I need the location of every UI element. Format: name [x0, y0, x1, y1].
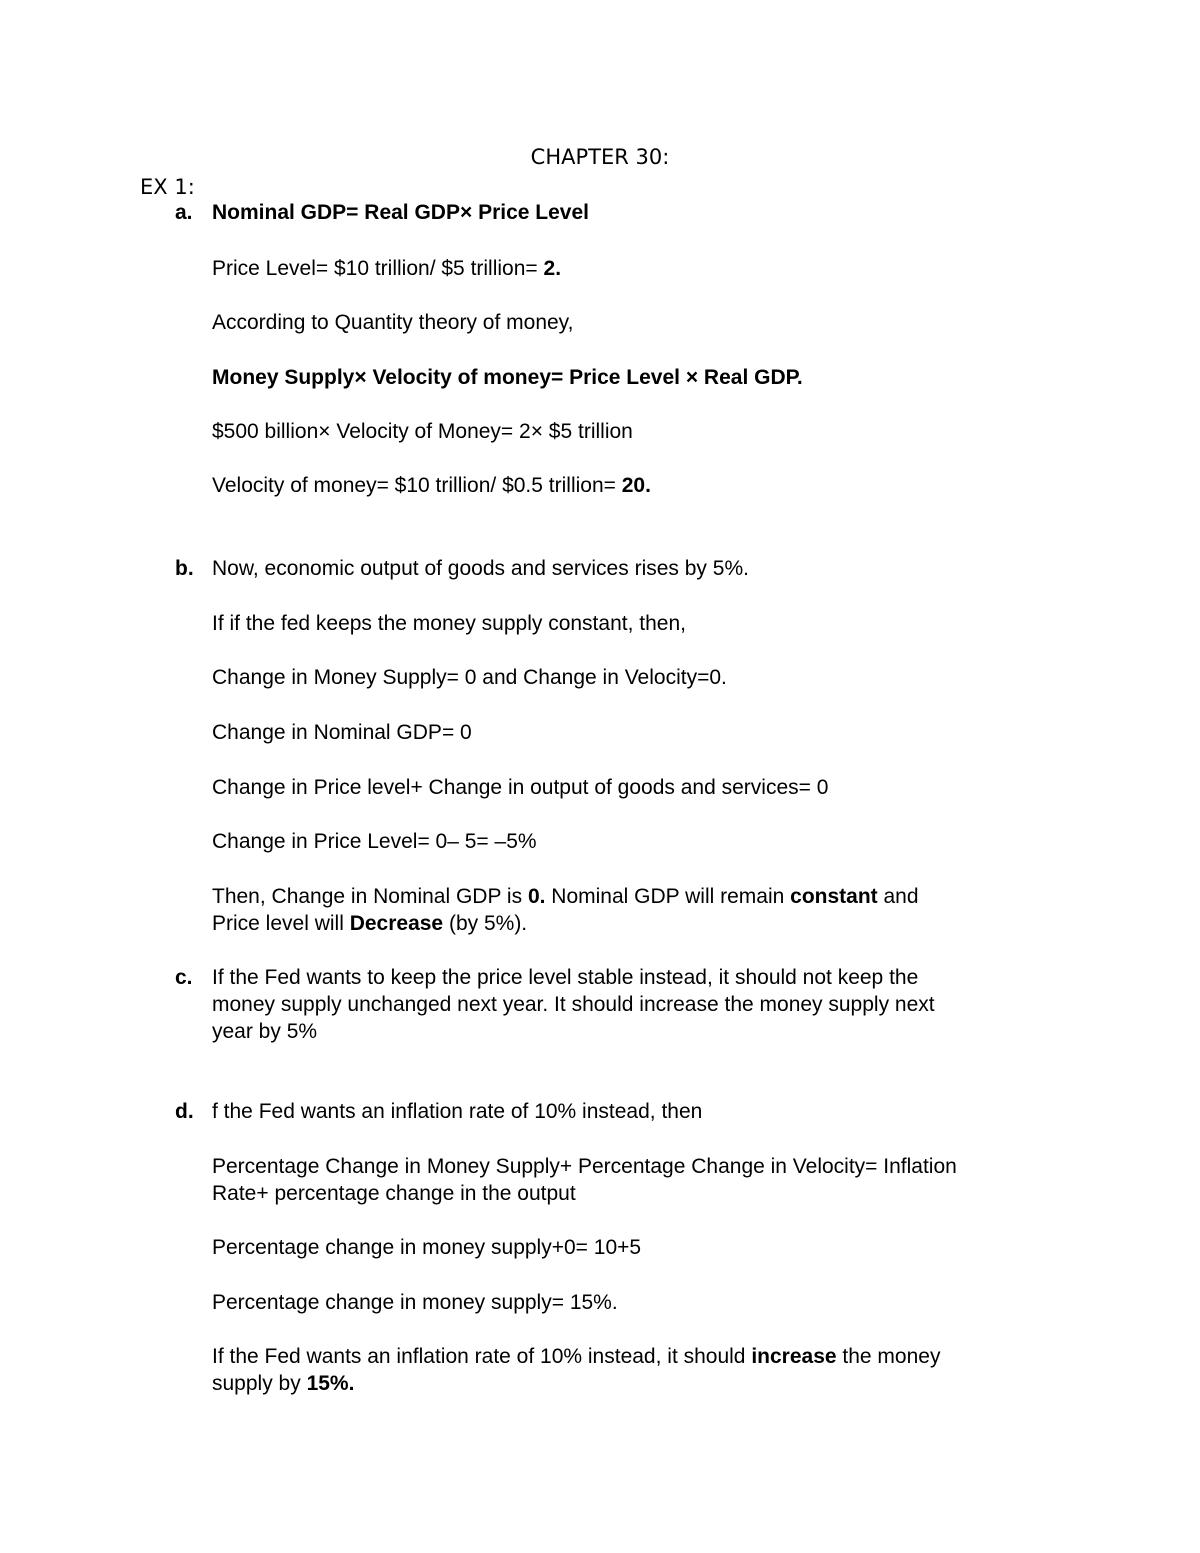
section-b-conclusion-line-2	[212, 910, 1062, 937]
price-level-line	[212, 255, 1062, 282]
velocity-text: Velocity of money= $10 trillion/ $0.5 trillion=	[212, 474, 622, 497]
section-d-final-line-1	[212, 1343, 1062, 1370]
conclusion-text-2: Nominal GDP will remain	[545, 885, 791, 908]
section-b-line-2: If if the fed keeps the money supply constant, then,	[212, 612, 686, 635]
section-a-marker: a.	[175, 201, 193, 224]
section-a-heading: Nominal GDP= Real GDP× Price Level	[212, 201, 589, 224]
price-level-value: 2.	[543, 257, 562, 280]
equation-line: Money Supply× Velocity of money= Price Level × Real GDP.	[212, 366, 803, 389]
section-c-line-2: money supply unchanged next year. It should increase the money supply next	[212, 993, 935, 1016]
final-bold-15-percent: 15%.	[306, 1372, 355, 1395]
section-b-line-4: Change in Nominal GDP= 0	[212, 721, 472, 744]
conclusion-bold-constant: constant	[790, 885, 878, 908]
exercise-label: EX 1:	[140, 175, 195, 199]
section-d-line-1: f the Fed wants an inflation rate of 10% instead, then	[212, 1100, 703, 1123]
section-d-line-4: Percentage change in money supply+0= 10+5	[212, 1236, 642, 1259]
section-c-marker: c.	[175, 966, 193, 989]
section-b-line-6: Change in Price Level= 0– 5= –5%	[212, 830, 537, 853]
conclusion-text-5: (by 5%).	[443, 912, 528, 935]
section-c-line-3: year by 5%	[212, 1020, 318, 1043]
section-b-line-5: Change in Price level+ Change in output of goods and services= 0	[212, 776, 829, 799]
section-d-line-3: Rate+ percentage change in the output	[212, 1182, 576, 1205]
conclusion-text-4: Price level will	[212, 912, 350, 935]
velocity-line	[212, 472, 1062, 499]
conclusion-bold-decrease: Decrease	[349, 912, 444, 935]
section-d-line-5: Percentage change in money supply= 15%.	[212, 1291, 618, 1314]
section-c-line-1: If the Fed wants to keep the price level stable instead, it should not keep the	[212, 966, 919, 989]
section-b-conclusion-line-1	[212, 883, 1062, 910]
section-b-marker: b.	[175, 557, 194, 580]
final-bold-increase: increase	[751, 1345, 837, 1368]
velocity-value: 20.	[621, 474, 651, 497]
section-d-line-2: Percentage Change in Money Supply+ Percentage Change in Velocity= Inflation	[212, 1155, 957, 1178]
section-b-line-3: Change in Money Supply= 0 and Change in Velocity=0.	[212, 666, 727, 689]
final-text-3: supply by	[212, 1372, 307, 1395]
substitution-line: $500 billion× Velocity of Money= 2× $5 trillion	[212, 420, 633, 443]
price-level-text: Price Level= $10 trillion/ $5 trillion=	[212, 257, 544, 280]
final-text-1: If the Fed wants an inflation rate of 10% instead, it should	[212, 1345, 752, 1368]
conclusion-bold-zero: 0.	[527, 885, 546, 908]
section-d-final-line-2	[212, 1370, 1062, 1397]
section-b-line-1: Now, economic output of goods and services rises by 5%.	[212, 557, 749, 580]
conclusion-text-1: Then, Change in Nominal GDP is	[212, 885, 528, 908]
section-d-marker: d.	[175, 1100, 194, 1123]
conclusion-text-3: and	[877, 885, 919, 908]
quantity-theory-line: According to Quantity theory of money,	[212, 311, 574, 334]
final-text-2: the money	[836, 1345, 941, 1368]
chapter-title: CHAPTER 30:	[530, 145, 670, 169]
